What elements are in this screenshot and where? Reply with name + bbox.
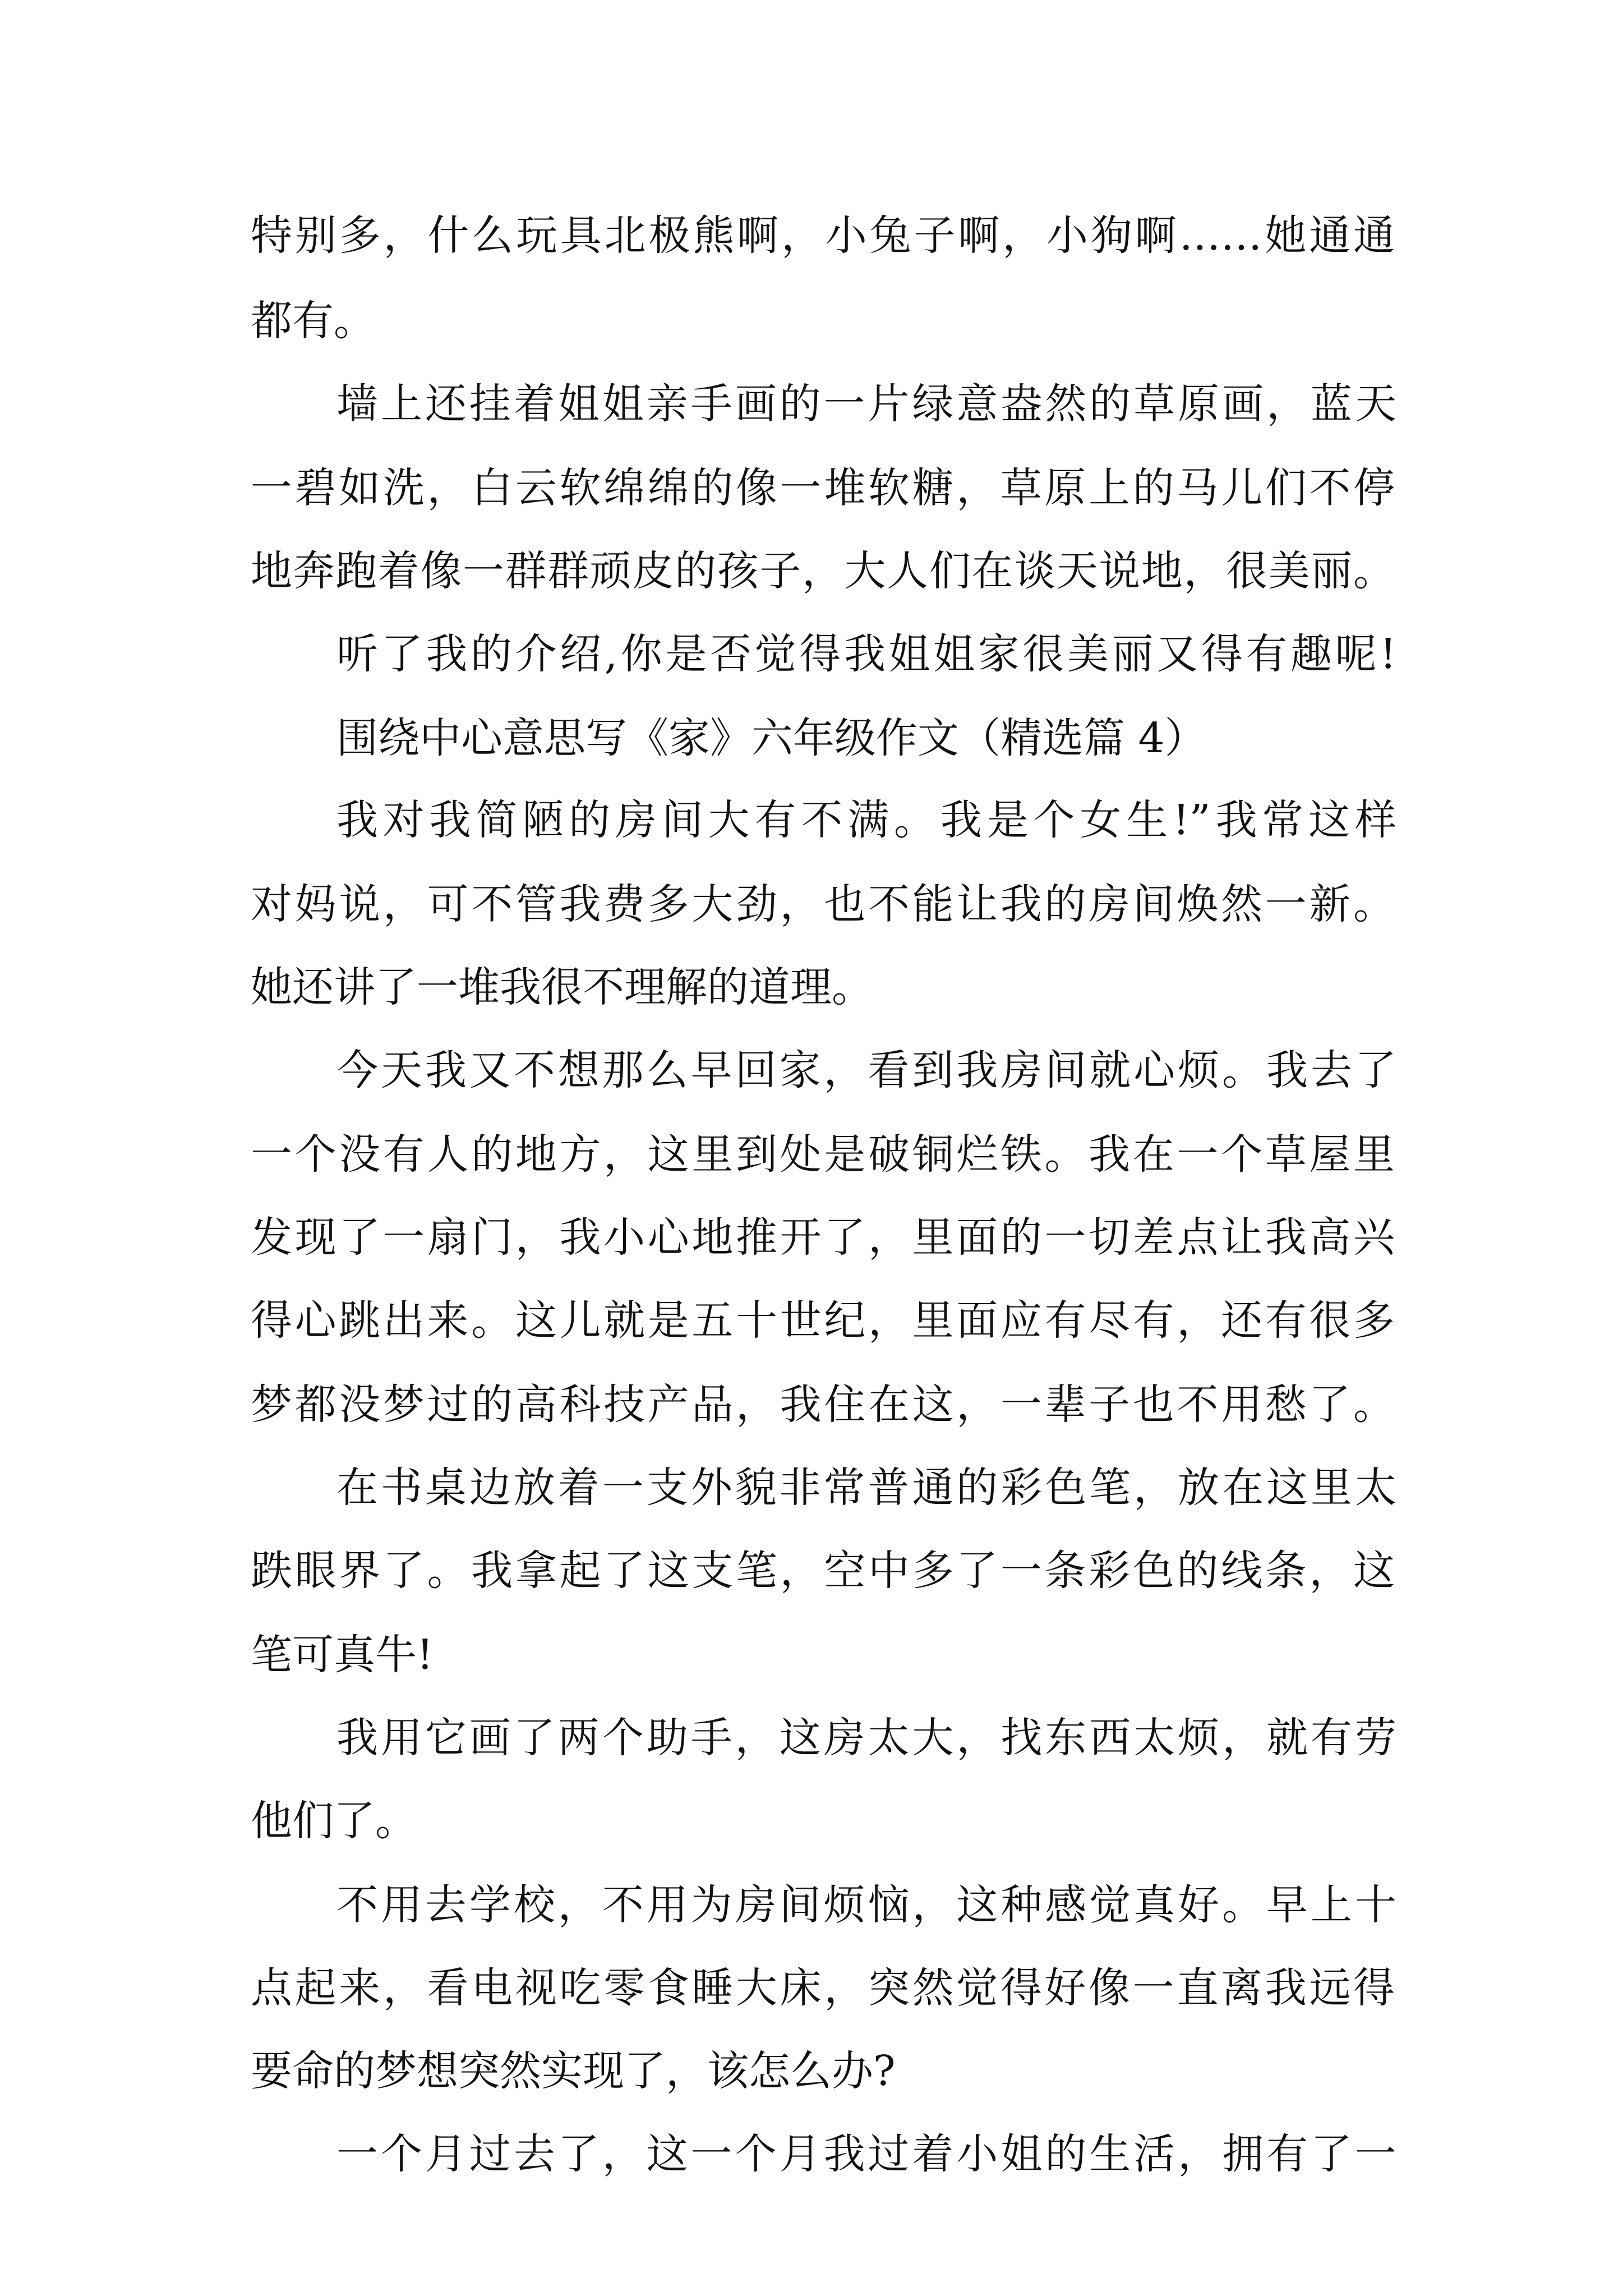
text-line: 点起来，看电视吃零食睡大床，突然觉得好像一直离我远得 bbox=[251, 1964, 1395, 2012]
text-line: 发现了一扇门，我小心地推开了，里面的一切差点让我高兴 bbox=[251, 1213, 1395, 1262]
paragraph-first-line: 不用去学校，不用为房间烦恼，这种感觉真好。早上十 bbox=[336, 1881, 1396, 1929]
paragraph-first-line: 我对我简陋的房间大有不满。我是个女生!”我常这样 bbox=[336, 796, 1396, 844]
paragraph-first-line: 在书桌边放着一支外貌非常普通的彩色笔，放在这里太 bbox=[336, 1464, 1396, 1512]
paragraph-first-line: 我用它画了两个助手，这房太大，找东西太烦，就有劳 bbox=[336, 1714, 1396, 1762]
paragraph-first-line: 墙上还挂着姐姐亲手画的一片绿意盎然的草原画，蓝天 bbox=[336, 380, 1396, 428]
text-line: 都有。 bbox=[251, 297, 375, 345]
text-line: 要命的梦想突然实现了，该怎么办? bbox=[251, 2047, 896, 2095]
section-heading: 围绕中心意思写《家》六年级作文（精选篇 4） bbox=[336, 714, 1206, 762]
paragraph-first-line: 听了我的介绍,你是否觉得我姐姐家很美丽又得有趣呢! bbox=[336, 630, 1396, 678]
text-line: 一碧如洗，白云软绵绵的像一堆软糖，草原上的马儿们不停 bbox=[251, 464, 1395, 512]
text-line: 笔可真牛! bbox=[251, 1631, 434, 1679]
text-line: 对妈说，可不管我费多大劲，也不能让我的房间焕然一新。 bbox=[251, 880, 1395, 928]
text-line: 地奔跑着像一群群顽皮的孩子，大人们在谈天说地，很美丽。 bbox=[251, 547, 1395, 595]
text-line: 得心跳出来。这儿就是五十世纪，里面应有尽有，还有很多 bbox=[251, 1296, 1395, 1345]
text-line: 梦都没梦过的高科技产品，我住在这，一辈子也不用愁了。 bbox=[251, 1381, 1395, 1429]
paragraph-first-line: 一个月过去了，这一个月我过着小姐的生活，拥有了一 bbox=[336, 2130, 1396, 2178]
text-line: 跌眼界了。我拿起了这支笔，空中多了一条彩色的线条，这 bbox=[251, 1547, 1395, 1595]
text-line: 特别多，什么玩具北极熊啊，小兔子啊，小狗啊……她通通 bbox=[251, 211, 1395, 260]
text-line: 她还讲了一堆我很不理解的道理。 bbox=[251, 963, 873, 1011]
text-line: 他们了。 bbox=[251, 1797, 417, 1845]
text-line: 一个没有人的地方，这里到处是破铜烂铁。我在一个草屋里 bbox=[251, 1130, 1395, 1179]
paragraph-first-line: 今天我又不想那么早回家，看到我房间就心烦。我去了 bbox=[336, 1046, 1396, 1094]
